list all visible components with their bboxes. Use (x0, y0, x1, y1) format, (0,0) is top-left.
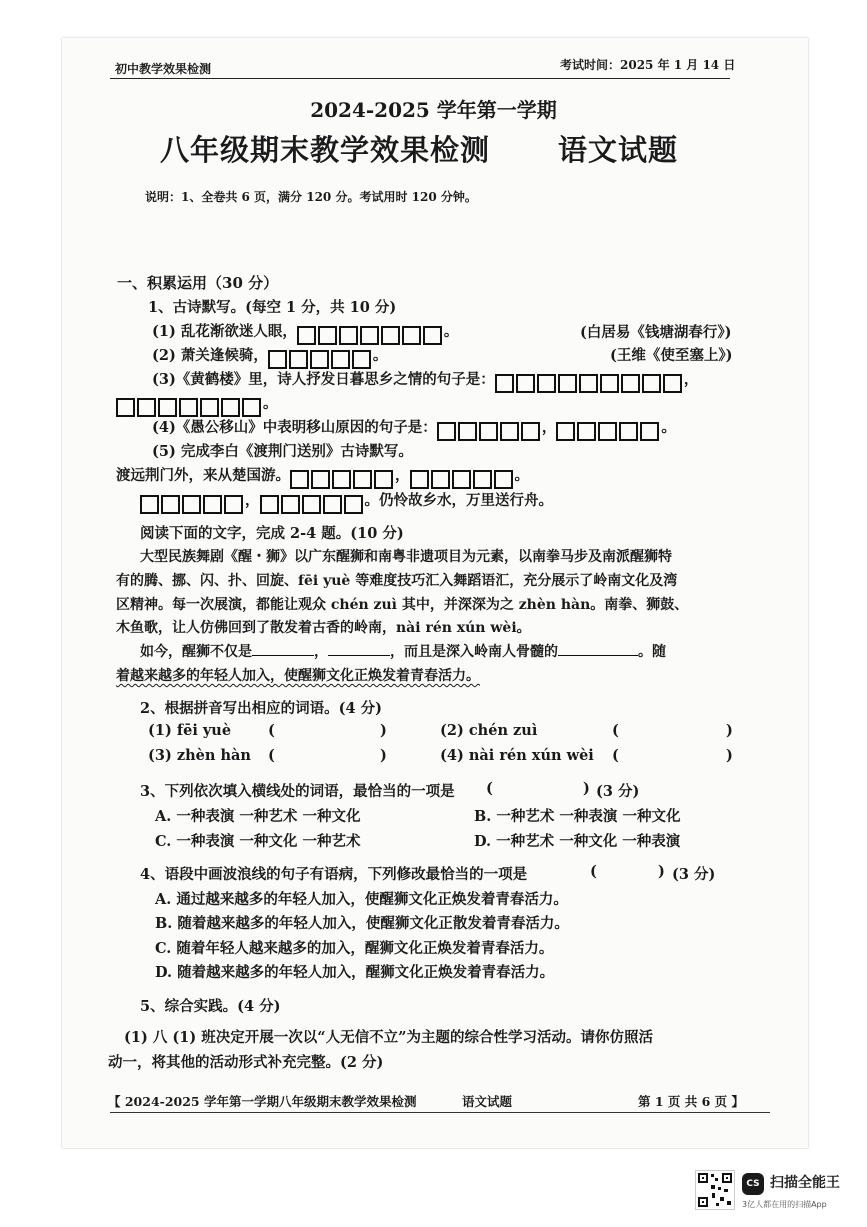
reading-para-line-4: 木鱼歌，让人仿佛回到了散发着古香的岭南，nài rén xún wèi。 (116, 620, 531, 636)
q5-text-line-2: 动一，将其他的活动形式补充完整。(2 分) (108, 1054, 384, 1071)
poem-text: 。仍怜故乡水，万里送行舟。 (364, 492, 553, 509)
q2-paren-close: ) (380, 722, 387, 739)
q4-option-c[interactable]: C. 随着年轻人越来越多的加入，醒狮文化正焕发着青春活力。 (155, 940, 554, 957)
q2-paren-open: ( (268, 722, 275, 739)
q2-paren-open: ( (612, 747, 619, 764)
q2-paren-open: ( (268, 747, 275, 764)
q2-item-d: (4) nài rén xún wèi (440, 747, 594, 764)
q2-paren-close: ) (726, 747, 733, 764)
q3-option-d[interactable]: D. 一种艺术 一种文化 一种表演 (474, 833, 681, 850)
q4-option-b[interactable]: B. 随着越来越多的年轻人加入，使醒狮文化正散发着青春活力。 (155, 915, 569, 932)
q4-score: (3 分) (672, 866, 716, 883)
text: ， (314, 644, 328, 660)
q4-option-d[interactable]: D. 随着越来越多的年轻人加入，醒狮文化正焕发着青春活力。 (155, 964, 555, 981)
prompt: (3)《黄鹤楼》里，诗人抒发日暮思乡之情的句子是： (152, 371, 495, 388)
header-left: 初中教学效果检测 (115, 62, 212, 76)
q5-text-line-1: (1) 八 (1) 班决定开展一次以“人无信不立”为主题的综合性学习活动。请你仿照活 (124, 1029, 653, 1046)
footer-divider (110, 1112, 770, 1113)
question-1-item-5-line-1 (116, 464, 529, 489)
reading-intro: 阅读下面的文字，完成 2-4 题。(10 分) (140, 525, 404, 542)
q2-answer-c[interactable] (285, 747, 375, 765)
answer-boxes[interactable] (437, 422, 542, 441)
fill-blank-2[interactable] (328, 655, 390, 656)
q2-item-b: (2) chén zuì (440, 722, 538, 739)
text: 如今，醒狮不仅是 (140, 644, 252, 660)
question-4-heading: 4、语段中画波浪线的句子有语病，下列修改最恰当的一项是 (140, 866, 528, 883)
question-1-heading: 1、古诗默写。(每空 1 分，共 10 分) (148, 299, 397, 316)
answer-boxes[interactable] (556, 422, 661, 441)
footer-exam-name: 【 2024-2025 学年第一学期八年级期末教学效果检测 (108, 1094, 417, 1109)
fill-blank-1[interactable] (252, 655, 314, 656)
q3-option-a[interactable]: A. 一种表演 一种艺术 一种文化 (155, 808, 361, 825)
fill-blank-3[interactable] (558, 655, 638, 656)
q2-item-a: (1) fēi yuè (148, 722, 232, 739)
q3-option-b[interactable]: B. 一种艺术 一种表演 一种文化 (474, 808, 681, 825)
qr-code-icon (695, 1170, 735, 1210)
poem-text: 渡远荆门外，来从楚国游。 (116, 467, 290, 484)
question-2-heading: 2、根据拼音写出相应的词语。(4 分) (140, 700, 382, 717)
answer-boxes[interactable] (290, 470, 395, 489)
source-baijuyi: (白居易《钱塘湖春行》) (580, 324, 732, 341)
punct: ， (541, 419, 557, 436)
punct: ， (395, 467, 410, 484)
q3-score: (3 分) (596, 783, 640, 800)
source-wangwei: (王维《使至塞上》) (610, 347, 733, 364)
text: 。随 (638, 644, 666, 660)
reading-para-line-1: 大型民族舞剧《醒・狮》以广东醒狮和南粤非遗项目为元素，以南拳马步及南派醒狮特 (140, 549, 672, 565)
q4-paren-open: ( (590, 863, 597, 880)
punct: 。 (263, 395, 278, 412)
footer-page-number: 第 1 页 共 6 页 】 (638, 1094, 745, 1109)
q3-paren-close: ) (583, 780, 590, 797)
prompt: (2) 萧关逢候骑， (152, 347, 268, 364)
wavy-underlined-sentence: 着越来越多的年轻人加入，使醒狮文化正焕发着青春活力。 (116, 668, 480, 684)
punct: 。 (661, 419, 676, 436)
text: ，而且是深入岭南人骨髓的 (390, 644, 558, 660)
q2-answer-d[interactable] (630, 747, 720, 765)
answer-boxes[interactable] (297, 326, 444, 345)
scanner-tagline: 3亿人都在用的扫描App (742, 1200, 827, 1209)
answer-boxes[interactable] (410, 470, 515, 489)
punct: ， (245, 492, 260, 509)
punct: ， (683, 371, 699, 388)
prompt: (4)《愚公移山》中表明移山原因的句子是： (152, 419, 437, 436)
scanner-brand-name: 扫描全能王 (770, 1175, 840, 1191)
page-title: 八年级期末教学效果检测 (160, 133, 491, 167)
question-1-item-1 (152, 320, 458, 345)
question-1-item-5-line-2 (140, 489, 553, 514)
exam-instructions: 说明：1、全卷共 6 页，满分 120 分。考试用时 120 分钟。 (145, 190, 477, 204)
q4-option-a[interactable]: A. 通过越来越多的年轻人加入，使醒狮文化正焕发着青春活力。 (155, 891, 568, 908)
q4-paren-close: ) (658, 863, 665, 880)
reading-para-line-2: 有的腾、挪、闪、扑、回旋、fēi yuè 等难度技巧汇入舞蹈语汇，充分展示了岭南文化及湾 (116, 573, 678, 589)
reading-para-line-3: 区精神。每一次展演，都能让观众 chén zuì 其中，并深深为之 zhèn hàn。南拳、狮鼓、 (116, 597, 689, 613)
scanner-logo: CS (742, 1173, 764, 1195)
question-3-heading: 3、下列依次填入横线处的词语，最恰当的一项是 (140, 783, 455, 800)
q3-paren-open: ( (486, 780, 493, 797)
q2-paren-close: ) (380, 747, 387, 764)
answer-boxes[interactable] (140, 495, 245, 514)
q2-answer-b[interactable] (630, 722, 720, 740)
answer-boxes[interactable] (268, 350, 373, 369)
q2-item-c: (3) zhèn hàn (148, 747, 251, 764)
question-1-item-4 (152, 416, 676, 441)
q4-answer[interactable] (605, 863, 655, 881)
header-divider (110, 78, 730, 79)
header-exam-date: 考试时间：2025 年 1 月 14 日 (560, 58, 736, 72)
question-5-heading: 5、综合实践。(4 分) (140, 998, 281, 1015)
q3-option-c[interactable]: C. 一种表演 一种文化 一种艺术 (155, 833, 361, 850)
question-1-item-5: (5) 完成李白《渡荆门送别》古诗默写。 (152, 443, 413, 460)
q2-paren-close: ) (726, 722, 733, 739)
q2-answer-a[interactable] (285, 722, 375, 740)
punct: 。 (514, 467, 529, 484)
punct: 。 (443, 323, 459, 340)
q3-answer[interactable] (500, 780, 580, 798)
answer-boxes[interactable] (260, 495, 365, 514)
section-heading: 一、积累运用（30 分） (117, 274, 279, 292)
question-1-item-3 (152, 368, 698, 393)
question-1-item-2 (152, 344, 387, 369)
answer-boxes[interactable] (116, 398, 263, 417)
footer-subject: 语文试题 (462, 1094, 513, 1109)
prompt: (1) 乱花渐欲迷人眼， (152, 323, 297, 340)
question-1-item-3-cont (116, 392, 278, 417)
reading-para-2-line-1 (140, 641, 666, 661)
q2-paren-open: ( (612, 722, 619, 739)
page-title-subject: 语文试题 (558, 133, 679, 167)
page-title-term: 2024-2025 学年第一学期 (310, 98, 557, 122)
punct: 。 (372, 347, 388, 364)
answer-boxes[interactable] (495, 374, 684, 393)
